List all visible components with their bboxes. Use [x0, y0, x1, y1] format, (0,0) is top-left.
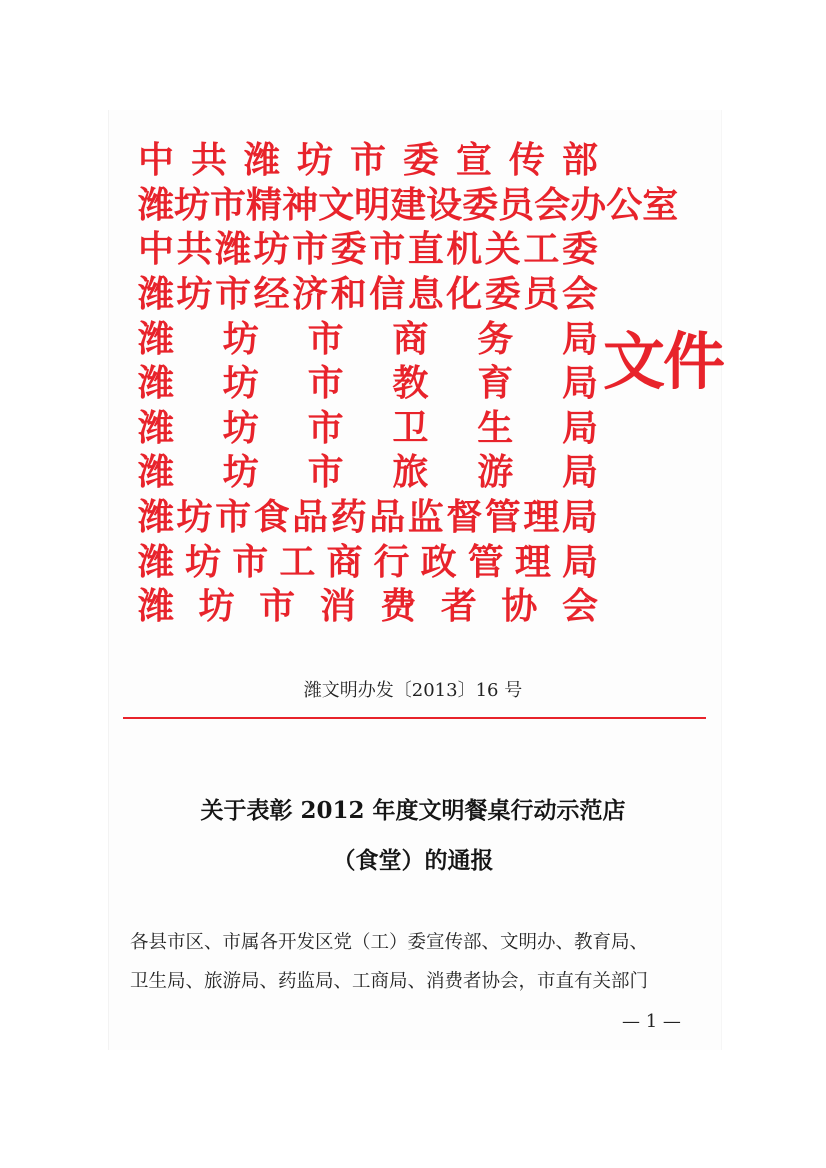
issuer-char: 信: [369, 273, 406, 316]
issuer-char: 和: [330, 273, 367, 316]
issuer-char: 息: [407, 273, 444, 316]
issuer-char: 管: [484, 496, 521, 539]
issuer-char: 局: [561, 540, 598, 583]
issuer-char: 公: [606, 183, 643, 226]
issuer-char: 督: [446, 496, 483, 539]
document-title-line2: （食堂）的通报: [332, 847, 494, 874]
issuer-char: 市: [307, 406, 344, 449]
issuer-char: 坊: [296, 139, 333, 182]
issuer-line: [138, 183, 679, 228]
issuer-char: 食: [253, 496, 290, 539]
issuer-char: 化: [446, 273, 483, 316]
issuer-char: 商: [326, 540, 363, 583]
issuer-char: 设: [426, 183, 463, 226]
issuer-char: 局: [561, 362, 598, 405]
issuer-char: 政: [420, 540, 457, 583]
issuer-char: 市: [307, 317, 344, 360]
issuer-char: 市: [210, 183, 247, 226]
issuer-char: 生: [477, 406, 514, 449]
issuer-char: 办: [570, 183, 607, 226]
issuer-char: 坊: [176, 496, 213, 539]
issuer-line: [138, 227, 598, 272]
issuer-char: 育: [477, 362, 514, 405]
issuer-char: 费: [380, 585, 417, 628]
issuer-char: 卫: [392, 406, 429, 449]
issuer-char: 监: [407, 496, 444, 539]
issuer-char: 潍: [138, 362, 175, 405]
issuer-char: 委: [330, 228, 367, 271]
issuer-char: 文: [318, 183, 355, 226]
issuer-char: 会: [534, 183, 571, 226]
issuer-char: 潍: [138, 585, 175, 628]
issuer-line: [138, 138, 598, 183]
issuer-char: 传: [508, 139, 545, 182]
recipients-line1: 各县市区、市属各开发区党（工）委宣传部、文明办、教育局、: [130, 932, 649, 953]
issuer-char: 局: [561, 317, 598, 360]
issuer-char: 经: [253, 273, 290, 316]
issuer-char: 市: [369, 228, 406, 271]
issuer-char: 理: [523, 496, 560, 539]
recipients-line2: 卫生局、旅游局、药监局、工商局、消费者协会，市直有关部门: [130, 971, 649, 992]
issuer-line: [138, 272, 598, 317]
issuer-char: 委: [462, 183, 499, 226]
issuer-char: 坊: [222, 406, 259, 449]
issuer-char: 潍: [138, 451, 175, 494]
issuer-char: 局: [561, 496, 598, 539]
issuer-char: 行: [373, 540, 410, 583]
issuer-char: 机: [446, 228, 483, 271]
issuer-char: 关: [484, 228, 521, 271]
issuer-char: 局: [561, 451, 598, 494]
issuer-char: 工: [279, 540, 316, 583]
issuer-char: 管: [467, 540, 504, 583]
issuer-char: 共: [190, 139, 227, 182]
document-mark: 文件: [603, 325, 724, 398]
issuer-char: 市: [307, 362, 344, 405]
issuer-char: 局: [561, 406, 598, 449]
issuer-char: 宣: [455, 139, 492, 182]
issuer-char: 精: [246, 183, 283, 226]
document-number: 潍文明办发〔2013〕16 号: [303, 680, 523, 701]
issuer-char: 教: [392, 362, 429, 405]
issuer-char: 委: [484, 273, 521, 316]
issuer-char: 潍: [138, 273, 175, 316]
issuer-line: [138, 316, 598, 361]
issuer-char: 坊: [222, 451, 259, 494]
issuer-char: 坊: [174, 183, 211, 226]
issuer-char: 理: [514, 540, 551, 583]
issuer-char: 市: [215, 496, 252, 539]
issuer-char: 部: [561, 139, 598, 182]
issuer-char: 会: [561, 273, 598, 316]
issuer-char: 中: [138, 228, 175, 271]
issuer-char: 品: [292, 496, 329, 539]
issuer-char: 市: [349, 139, 386, 182]
document-title-line1: 关于表彰 2012 年度文明餐桌行动示范店: [200, 797, 626, 824]
issuer-char: 潍: [138, 317, 175, 360]
issuer-char: 员: [523, 273, 560, 316]
issuer-char: 潍: [243, 139, 280, 182]
issuer-char: 委: [402, 139, 439, 182]
page-number: — 1 —: [622, 1011, 681, 1032]
issuer-char: 坊: [185, 540, 222, 583]
issuer-char: 中: [138, 139, 175, 182]
issuer-char: 游: [477, 451, 514, 494]
red-divider: [123, 717, 706, 719]
issuer-char: 旅: [392, 451, 429, 494]
issuer-line: [138, 495, 598, 540]
issuer-line: [138, 361, 598, 406]
issuer-char: 工: [523, 228, 560, 271]
issuer-char: 潍: [138, 406, 175, 449]
issuer-line: [138, 539, 598, 584]
issuer-char: 坊: [176, 273, 213, 316]
issuer-char: 市: [259, 585, 296, 628]
issuer-char: 潍: [138, 183, 175, 226]
issuer-line: [138, 450, 598, 495]
issuer-char: 员: [498, 183, 535, 226]
issuer-char: 济: [292, 273, 329, 316]
issuer-char: 建: [390, 183, 427, 226]
issuer-line: [138, 584, 598, 629]
issuer-char: 市: [292, 228, 329, 271]
issuer-char: 室: [642, 183, 679, 226]
issuer-char: 商: [392, 317, 429, 360]
issuer-char: 共: [176, 228, 213, 271]
issuer-char: 坊: [253, 228, 290, 271]
issuer-char: 协: [501, 585, 538, 628]
issuer-char: 市: [215, 273, 252, 316]
issuer-char: 消: [319, 585, 356, 628]
issuer-char: 直: [407, 228, 444, 271]
issuer-char: 务: [477, 317, 514, 360]
issuer-char: 药: [330, 496, 367, 539]
issuer-char: 明: [354, 183, 391, 226]
issuer-char: 潍: [138, 496, 175, 539]
issuer-char: 品: [369, 496, 406, 539]
issuer-char: 者: [440, 585, 477, 628]
issuer-line: [138, 406, 598, 451]
issuer-char: 市: [232, 540, 269, 583]
issuer-char: 市: [307, 451, 344, 494]
issuer-char: 潍: [215, 228, 252, 271]
issuer-char: 神: [282, 183, 319, 226]
issuer-char: 坊: [222, 317, 259, 360]
issuer-char: 委: [561, 228, 598, 271]
issuer-char: 潍: [138, 540, 175, 583]
issuer-char: 坊: [198, 585, 235, 628]
issuer-char: 会: [561, 585, 598, 628]
issuer-char: 坊: [222, 362, 259, 405]
